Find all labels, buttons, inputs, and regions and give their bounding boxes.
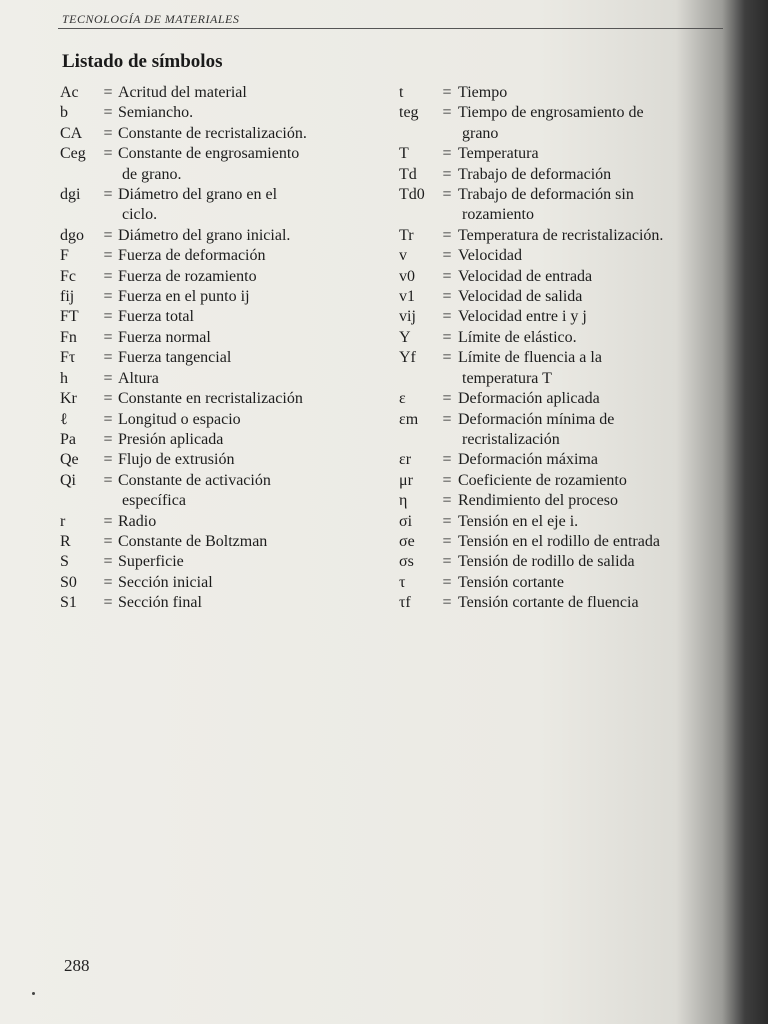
- equals-sign: =: [103, 124, 113, 142]
- symbol-entry: [60, 348, 360, 368]
- symbol-entry: [399, 328, 729, 348]
- symbol-entry: [399, 491, 729, 511]
- definition: [118, 83, 360, 103]
- definition: [458, 512, 729, 532]
- definition-line: Límite de fluencia a la: [458, 349, 602, 367]
- definition-line: Sección inicial: [118, 573, 213, 591]
- equals-sign: =: [442, 226, 452, 244]
- equals-sign: =: [442, 471, 452, 489]
- symbol: b: [60, 104, 68, 122]
- definition: [118, 552, 360, 572]
- definition: [458, 287, 729, 307]
- symbol-entry: [60, 83, 360, 103]
- definition: [118, 307, 360, 327]
- symbol-list-left: [60, 83, 360, 614]
- definition-line: ciclo.: [122, 206, 158, 224]
- symbol: dgi: [60, 186, 81, 204]
- header-rule: [58, 28, 723, 29]
- definition-line: Fuerza tangencial: [118, 349, 232, 367]
- definition-line: Semiancho.: [118, 104, 194, 122]
- definition-line: Fuerza en el punto ij: [118, 288, 250, 306]
- definition-line: Velocidad de entrada: [458, 267, 593, 285]
- equals-sign: =: [103, 573, 113, 591]
- symbol: Ac: [60, 84, 79, 101]
- symbol: v1: [399, 288, 415, 306]
- definition: [458, 491, 729, 511]
- definition: [458, 246, 729, 266]
- equals-sign: =: [103, 328, 113, 346]
- definition-line: Constante de engrosamiento: [118, 145, 300, 163]
- definition-line: Constante de recristalización.: [118, 124, 307, 142]
- equals-sign: =: [442, 328, 452, 346]
- equals-sign: =: [442, 553, 452, 571]
- symbol-entry: [399, 532, 729, 552]
- symbol-entry: [60, 307, 360, 327]
- definition-line: Diámetro del grano en el: [118, 186, 278, 204]
- symbol-entry: [60, 410, 360, 430]
- definition-line: Fuerza de deformación: [118, 247, 266, 265]
- symbol: ε: [399, 390, 406, 408]
- definition: [118, 369, 360, 389]
- symbol: S: [60, 553, 69, 571]
- definition: [458, 165, 729, 185]
- symbol-entry: [60, 124, 360, 144]
- equals-sign: =: [442, 165, 452, 183]
- definition-line: Límite de elástico.: [458, 328, 577, 346]
- symbol-entry: [60, 267, 360, 287]
- equals-sign: =: [103, 84, 113, 101]
- definition-line: Velocidad: [458, 247, 522, 265]
- definition: [458, 328, 729, 348]
- symbol-entry: [399, 267, 729, 287]
- equals-sign: =: [442, 308, 452, 326]
- definition-line: Superficie: [118, 553, 184, 571]
- definition: [118, 471, 360, 512]
- symbol: S1: [60, 594, 77, 612]
- definition: [118, 348, 360, 368]
- symbol: fij: [60, 288, 75, 306]
- definition-line: Constante de Boltzman: [118, 532, 268, 550]
- definition-line: Tensión cortante: [458, 573, 564, 591]
- definition: [458, 532, 729, 552]
- definition-line: Velocidad entre i y j: [458, 308, 587, 326]
- equals-sign: =: [103, 267, 113, 285]
- equals-sign: =: [103, 553, 113, 571]
- symbol-entry: [399, 226, 729, 246]
- definition-line: Diámetro del grano inicial.: [118, 226, 291, 244]
- definition-line: Tensión en el eje i.: [458, 512, 579, 530]
- symbol-entry: [399, 185, 729, 226]
- definition-line: Tensión de rodillo de salida: [458, 553, 635, 571]
- symbol-entry: [60, 573, 360, 593]
- definition: [118, 287, 360, 307]
- equals-sign: =: [103, 471, 113, 489]
- symbol: h: [60, 369, 68, 387]
- symbol: vij: [399, 308, 416, 326]
- symbol: Yf: [399, 349, 416, 367]
- symbol: Pa: [60, 430, 76, 448]
- symbol: μr: [399, 471, 413, 489]
- definition: [118, 226, 360, 246]
- equals-sign: =: [442, 247, 452, 265]
- section-title: Listado de símbolos: [62, 51, 223, 72]
- equals-sign: =: [103, 532, 113, 550]
- definition-line: Sección final: [118, 594, 202, 612]
- definition-line: Deformación mínima de: [458, 410, 615, 428]
- symbol-entry: [60, 369, 360, 389]
- symbol: εm: [399, 410, 419, 428]
- symbol-entry: [60, 226, 360, 246]
- definition: [118, 450, 360, 470]
- definition: [458, 573, 729, 593]
- symbol: dgo: [60, 226, 84, 244]
- definition: [118, 573, 360, 593]
- equals-sign: =: [103, 430, 113, 448]
- symbol: ℓ: [60, 410, 68, 428]
- definition: [118, 124, 360, 144]
- definition: [458, 471, 729, 491]
- equals-sign: =: [103, 390, 113, 408]
- definition-line: Fuerza normal: [118, 328, 211, 346]
- definition-line: Fuerza de rozamiento: [118, 267, 257, 285]
- symbol-entry: [60, 389, 360, 409]
- definition: [458, 185, 729, 226]
- symbol-entry: [399, 573, 729, 593]
- definition-line: Presión aplicada: [118, 430, 224, 448]
- symbol-entry: [60, 246, 360, 266]
- definition-line: Tiempo: [458, 84, 508, 101]
- definition-line: Tensión cortante de fluencia: [458, 594, 639, 612]
- symbol: Tr: [399, 226, 414, 244]
- equals-sign: =: [442, 104, 452, 122]
- symbol-entry: [399, 552, 729, 572]
- definition: [458, 83, 729, 103]
- symbol: Y: [399, 328, 411, 346]
- symbol: Qe: [60, 451, 79, 469]
- definition-line: rozamiento: [462, 206, 534, 224]
- definition-line: Temperatura de recristalización.: [458, 226, 664, 244]
- definition-line: Trabajo de deformación: [458, 165, 612, 183]
- symbol: R: [60, 532, 71, 550]
- equals-sign: =: [442, 410, 452, 428]
- definition: [458, 450, 729, 470]
- equals-sign: =: [442, 451, 452, 469]
- symbol: Fn: [60, 328, 77, 346]
- definition: [118, 410, 360, 430]
- definition-line: Constante en recristalización: [118, 390, 303, 408]
- equals-sign: =: [442, 594, 452, 612]
- symbol-entry: [399, 165, 729, 185]
- symbol: S0: [60, 573, 77, 591]
- equals-sign: =: [442, 492, 452, 510]
- definition: [118, 185, 360, 226]
- equals-sign: =: [103, 226, 113, 244]
- stray-mark: [32, 992, 35, 995]
- definition-line: Velocidad de salida: [458, 288, 583, 306]
- equals-sign: =: [103, 512, 113, 530]
- symbol: τf: [399, 594, 411, 612]
- equals-sign: =: [103, 145, 113, 163]
- symbol-entry: [60, 450, 360, 470]
- equals-sign: =: [103, 594, 113, 612]
- definition: [118, 430, 360, 450]
- definition-line: Constante de activación: [118, 471, 271, 489]
- symbol-entry: [60, 532, 360, 552]
- symbol-entry: [399, 389, 729, 409]
- definition-line: Deformación aplicada: [458, 390, 600, 408]
- symbol: t: [399, 84, 404, 101]
- definition: [458, 103, 729, 144]
- symbol-entry: [399, 144, 729, 164]
- running-head: TECNOLOGÍA DE MATERIALES: [62, 12, 240, 26]
- definition: [118, 328, 360, 348]
- definition: [458, 552, 729, 572]
- definition: [458, 410, 729, 451]
- equals-sign: =: [103, 410, 113, 428]
- equals-sign: =: [442, 573, 452, 591]
- symbol: Fτ: [60, 349, 76, 367]
- page-number: 288: [64, 956, 90, 975]
- symbol: Fc: [60, 267, 76, 285]
- definition-line: Coeficiente de rozamiento: [458, 471, 627, 489]
- equals-sign: =: [442, 349, 452, 367]
- symbol-entry: [399, 512, 729, 532]
- symbol-entry: [60, 144, 360, 185]
- symbol-entry: [60, 185, 360, 226]
- definition-line: Tensión en el rodillo de entrada: [458, 532, 660, 550]
- symbol: CA: [60, 124, 83, 142]
- equals-sign: =: [442, 84, 452, 101]
- definition-line: recristalización: [462, 430, 560, 448]
- symbol: v0: [399, 267, 415, 285]
- definition-line: Deformación máxima: [458, 451, 598, 469]
- symbol-entry: [399, 471, 729, 491]
- symbol: τ: [399, 573, 406, 591]
- definition-line: específica: [122, 492, 186, 510]
- definition-line: Radio: [118, 512, 157, 530]
- definition-line: Rendimiento del proceso: [458, 492, 618, 510]
- definition: [458, 144, 729, 164]
- equals-sign: =: [442, 390, 452, 408]
- symbol: η: [399, 492, 408, 510]
- definition: [118, 512, 360, 532]
- symbol-entry: [399, 410, 729, 451]
- symbol: teg: [399, 104, 419, 122]
- symbol-list-right: [399, 83, 729, 614]
- definition: [118, 593, 360, 613]
- definition: [118, 246, 360, 266]
- symbol: Qi: [60, 471, 76, 489]
- symbol-entry: [60, 430, 360, 450]
- symbol: F: [60, 247, 69, 265]
- equals-sign: =: [103, 308, 113, 326]
- definition: [118, 267, 360, 287]
- equals-sign: =: [103, 288, 113, 306]
- symbol-entry: [399, 307, 729, 327]
- equals-sign: =: [103, 451, 113, 469]
- equals-sign: =: [442, 267, 452, 285]
- equals-sign: =: [103, 349, 113, 367]
- symbol: σs: [399, 553, 414, 571]
- equals-sign: =: [442, 532, 452, 550]
- definition: [458, 226, 729, 246]
- definition: [118, 144, 360, 185]
- symbol-entry: [399, 593, 729, 613]
- symbol: σe: [399, 532, 415, 550]
- symbol: Ceg: [60, 145, 86, 163]
- definition: [458, 348, 729, 389]
- symbol-entry: [60, 593, 360, 613]
- equals-sign: =: [103, 186, 113, 204]
- definition-line: Altura: [118, 369, 159, 387]
- symbol-entry: [60, 328, 360, 348]
- definition-line: Fuerza total: [118, 308, 194, 326]
- equals-sign: =: [103, 104, 113, 122]
- symbol: εr: [399, 451, 412, 469]
- definition: [458, 389, 729, 409]
- equals-sign: =: [442, 512, 452, 530]
- definition-line: grano: [462, 124, 499, 142]
- symbol: σi: [399, 512, 413, 530]
- definition: [118, 103, 360, 123]
- definition-line: Flujo de extrusión: [118, 451, 235, 469]
- equals-sign: =: [103, 247, 113, 265]
- symbol-entry: [60, 512, 360, 532]
- definition-line: Trabajo de deformación sin: [458, 186, 634, 204]
- definition-line: Temperatura: [458, 145, 539, 163]
- equals-sign: =: [442, 288, 452, 306]
- symbol-entry: [399, 83, 729, 103]
- symbol-entry: [399, 450, 729, 470]
- symbol-entry: [60, 471, 360, 512]
- symbol: Td: [399, 165, 417, 183]
- symbol: Td0: [399, 186, 425, 204]
- definition-line: temperatura T: [462, 369, 552, 387]
- symbol-entry: [60, 552, 360, 572]
- definition-line: de grano.: [122, 165, 182, 183]
- symbol-entry: [399, 103, 729, 144]
- symbol: Kr: [60, 390, 77, 408]
- symbol-entry: [399, 348, 729, 389]
- equals-sign: =: [442, 186, 452, 204]
- definition: [118, 389, 360, 409]
- symbol: r: [60, 512, 66, 530]
- symbol-entry: [399, 246, 729, 266]
- symbol-entry: [60, 287, 360, 307]
- symbol-entry: [60, 103, 360, 123]
- definition: [458, 267, 729, 287]
- definition: [458, 593, 729, 613]
- definition: [118, 532, 360, 552]
- symbol: FT: [60, 308, 79, 326]
- equals-sign: =: [442, 145, 452, 163]
- symbol: v: [399, 247, 407, 265]
- symbol-entry: [399, 287, 729, 307]
- definition-line: Acritud del material: [118, 84, 247, 101]
- definition-line: Tiempo de engrosamiento de: [458, 104, 644, 122]
- definition-line: Longitud o espacio: [118, 410, 241, 428]
- definition: [458, 307, 729, 327]
- equals-sign: =: [103, 369, 113, 387]
- symbol: T: [399, 145, 409, 163]
